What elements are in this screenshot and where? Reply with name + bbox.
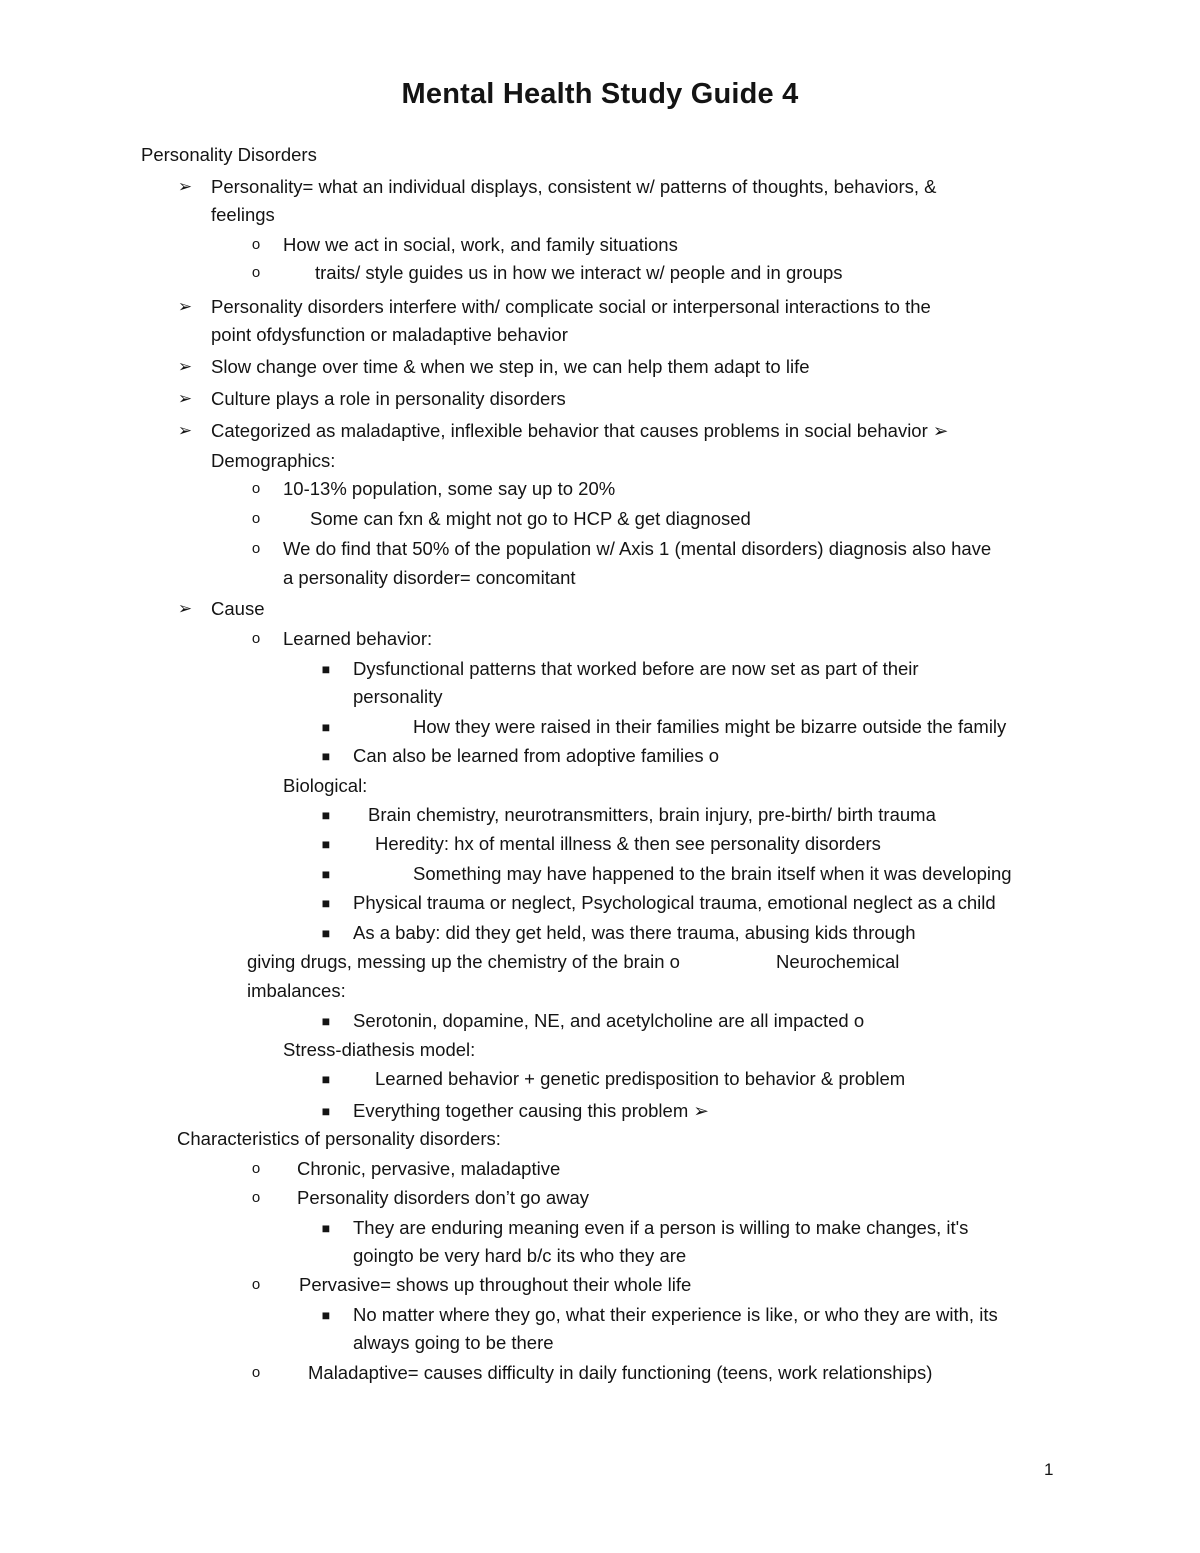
list-item: Dysfunctional patterns that worked before are now set as part of their bbox=[353, 658, 919, 679]
list-item-continued: a personality disorder= concomitant bbox=[283, 567, 576, 588]
circle-bullet-icon: o bbox=[251, 510, 261, 527]
list-item-continued: always going to be there bbox=[353, 1332, 554, 1353]
circle-bullet-icon: o bbox=[251, 264, 261, 281]
arrow-bullet-icon: ➢ bbox=[177, 357, 193, 376]
list-item: Slow change over time & when we step in, we can help them adapt to life bbox=[211, 356, 810, 377]
list-item: traits/ style guides us in how we interact w/ people and in groups bbox=[315, 262, 843, 283]
square-bullet-icon: ■ bbox=[321, 661, 331, 677]
circle-bullet-icon: o bbox=[251, 236, 261, 253]
list-item: Brain chemistry, neurotransmitters, brain injury, pre-birth/ birth trauma bbox=[368, 804, 936, 825]
list-item: 10-13% population, some say up to 20% bbox=[283, 478, 616, 499]
list-item: As a baby: did they get held, was there trauma, abusing kids through bbox=[353, 922, 916, 943]
circle-bullet-icon: o bbox=[251, 1276, 261, 1293]
arrow-bullet-icon: ➢ bbox=[177, 297, 193, 316]
list-item: Something may have happened to the brain itself when it was developing bbox=[413, 863, 1012, 884]
list-item: Physical trauma or neglect, Psychological trauma, emotional neglect as a child bbox=[353, 892, 996, 913]
square-bullet-icon: ■ bbox=[321, 1103, 331, 1119]
list-item: Personality= what an individual displays, consistent w/ patterns of thoughts, behaviors, & bbox=[211, 176, 937, 197]
circle-bullet-icon: o bbox=[251, 630, 261, 647]
list-item-continued: personality bbox=[353, 686, 443, 707]
square-bullet-icon: ■ bbox=[321, 1071, 331, 1087]
arrow-bullet-icon: ➢ bbox=[177, 599, 193, 618]
square-bullet-icon: ■ bbox=[321, 1307, 331, 1323]
section-heading: Personality Disorders bbox=[141, 144, 317, 165]
circle-bullet-icon: o bbox=[251, 1189, 261, 1206]
square-bullet-icon: ■ bbox=[321, 895, 331, 911]
circle-bullet-icon: o bbox=[251, 480, 261, 497]
list-item: Personality disorders don’t go away bbox=[297, 1187, 590, 1208]
list-item: Can also be learned from adoptive families o bbox=[353, 745, 720, 766]
list-item: We do find that 50% of the population w/ Axis 1 (mental disorders) diagnosis also have bbox=[283, 538, 992, 559]
square-bullet-icon: ■ bbox=[321, 866, 331, 882]
list-item-continued: Demographics: bbox=[211, 450, 336, 471]
list-item: They are enduring meaning even if a person is willing to make changes, it's bbox=[353, 1217, 969, 1238]
circle-bullet-icon: o bbox=[251, 1364, 261, 1381]
list-item: Maladaptive= causes difficulty in daily functioning (teens, work relationships) bbox=[308, 1362, 933, 1383]
arrow-bullet-icon: ➢ bbox=[177, 421, 193, 440]
square-bullet-icon: ■ bbox=[321, 748, 331, 764]
section-heading: Characteristics of personality disorders: bbox=[177, 1128, 501, 1149]
list-item-continued: feelings bbox=[211, 204, 275, 225]
circle-bullet-icon: o bbox=[251, 540, 261, 557]
list-item: Categorized as maladaptive, inflexible behavior that causes problems in social behavior ➢ bbox=[211, 420, 949, 441]
square-bullet-icon: ■ bbox=[321, 1013, 331, 1029]
list-item: Serotonin, dopamine, NE, and acetylcholine are all impacted o bbox=[353, 1010, 865, 1031]
list-item: Biological: bbox=[283, 775, 368, 796]
list-item: Stress-diathesis model: bbox=[283, 1039, 476, 1060]
list-item: Pervasive= shows up throughout their whole life bbox=[299, 1274, 692, 1295]
list-item: Learned behavior: bbox=[283, 628, 433, 649]
arrow-bullet-icon: ➢ bbox=[177, 177, 193, 196]
list-item: How we act in social, work, and family situations bbox=[283, 234, 678, 255]
list-item: How they were raised in their families might be bizarre outside the family bbox=[413, 716, 1007, 737]
list-item: Personality disorders interfere with/ complicate social or interpersonal interactions to the bbox=[211, 296, 931, 317]
arrow-bullet-icon: ➢ bbox=[177, 389, 193, 408]
list-item-continued: goingto be very hard b/c its who they are bbox=[353, 1245, 687, 1266]
list-item: Everything together causing this problem ➢ bbox=[353, 1100, 709, 1121]
square-bullet-icon: ■ bbox=[321, 719, 331, 735]
list-item: Learned behavior + genetic predisposition to behavior & problem bbox=[375, 1068, 906, 1089]
square-bullet-icon: ■ bbox=[321, 925, 331, 941]
list-item-continued: point ofdysfunction or maladaptive behavior bbox=[211, 324, 568, 345]
square-bullet-icon: ■ bbox=[321, 1220, 331, 1236]
list-item: Cause bbox=[211, 598, 265, 619]
square-bullet-icon: ■ bbox=[321, 807, 331, 823]
circle-bullet-icon: o bbox=[251, 1160, 261, 1177]
square-bullet-icon: ■ bbox=[321, 836, 331, 852]
list-item: Culture plays a role in personality disorders bbox=[211, 388, 566, 409]
list-item: No matter where they go, what their experience is like, or who they are with, its bbox=[353, 1304, 998, 1325]
list-item-continued: imbalances: bbox=[247, 980, 346, 1001]
list-item: Some can fxn & might not go to HCP & get diagnosed bbox=[310, 508, 751, 529]
list-item: Chronic, pervasive, maladaptive bbox=[297, 1158, 561, 1179]
page-title: Mental Health Study Guide 4 bbox=[401, 78, 799, 110]
list-item: Neurochemical bbox=[776, 951, 900, 972]
list-item: Heredity: hx of mental illness & then see personality disorders bbox=[375, 833, 881, 854]
list-item-continued: giving drugs, messing up the chemistry of the brain o bbox=[247, 951, 680, 972]
page-number: 1 bbox=[1044, 1460, 1054, 1479]
